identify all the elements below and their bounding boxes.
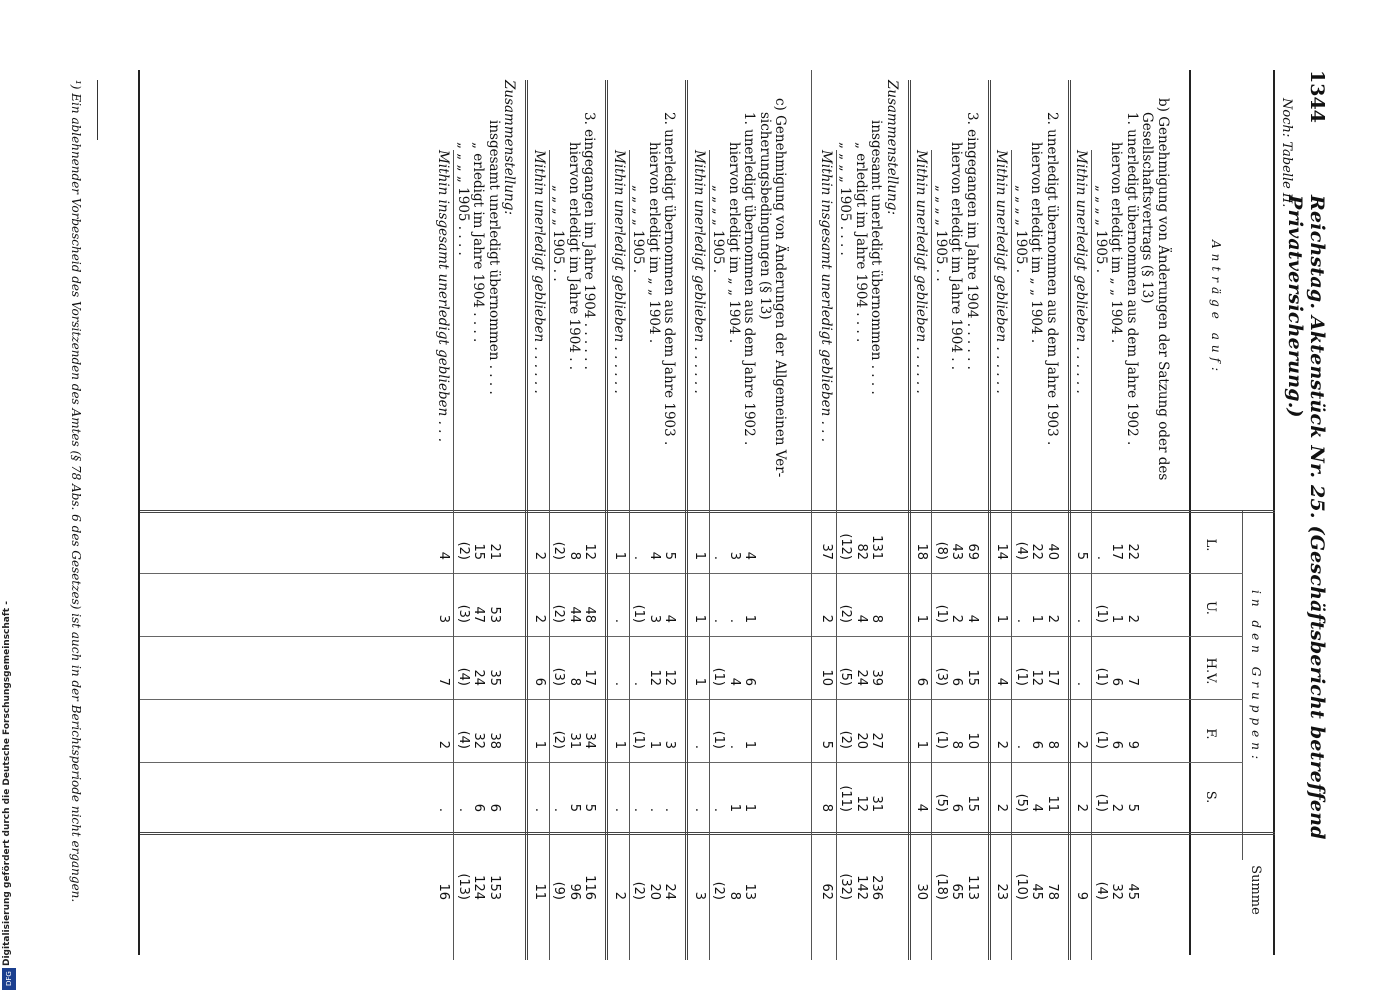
row-label: hiervon erledigt im „ „ 1904 . bbox=[1028, 142, 1045, 344]
cell-value: 44 bbox=[567, 606, 582, 623]
footnote: ¹) Ein ablehnender Vorbescheid des Vorsitzenden des Amtes (§ 78 Abs. 6 des Gesetzes) ist auch in der Berichtsperiode nicht ergangen. bbox=[69, 80, 83, 903]
cell-value: 4 bbox=[742, 551, 758, 560]
row-label: „ „ „ „ 1905 . bbox=[1013, 185, 1029, 274]
cell-value: 1 bbox=[914, 614, 930, 623]
cell-value: 21 bbox=[487, 543, 502, 560]
cell-value: 12 bbox=[582, 543, 598, 560]
col-F: F. bbox=[1203, 728, 1218, 740]
cell-value: 9 bbox=[1125, 740, 1140, 749]
cell-value: . bbox=[631, 807, 647, 812]
row-rule bbox=[709, 150, 710, 960]
cell-value: 4 bbox=[914, 803, 930, 812]
cell-value: 2 bbox=[1125, 614, 1140, 623]
cell-value: 1 bbox=[1029, 614, 1045, 623]
summary-row-label: insgesamt unerledigt übernommen . . . . bbox=[486, 120, 502, 395]
cell-value: (2) bbox=[456, 541, 471, 560]
subtotal-label: Mithin unerledigt geblieben . . . . . . bbox=[993, 150, 1010, 394]
cell-value: 22 bbox=[1029, 543, 1045, 560]
cell-value: (2) bbox=[631, 881, 647, 900]
subtotal-label: Mithin unerledigt geblieben . . . . . . bbox=[691, 150, 707, 394]
cell-value: 12 bbox=[854, 795, 869, 812]
credit-text: Digitalisierung gefördert durch die Deutsche Forschungsgemeinschaft - bbox=[2, 601, 12, 966]
cell-value: 4 bbox=[436, 551, 452, 560]
cell-value: 11 bbox=[1045, 795, 1060, 812]
cell-value: 116 bbox=[582, 875, 598, 900]
cell-value: (1) bbox=[1094, 730, 1109, 749]
bottom-rule bbox=[138, 70, 140, 955]
summary-row-label: „ erledigt im Jahre 1904 . . . . bbox=[470, 142, 487, 343]
row-label: 3. eingegangen im Jahre 1904 . . . . . . bbox=[964, 112, 980, 370]
cell-value: 113 bbox=[965, 875, 980, 900]
cell-value: . bbox=[1014, 618, 1029, 623]
cell-value: 6 bbox=[949, 803, 965, 812]
subtotal-label: Mithin unerledigt geblieben . . . . . . bbox=[611, 150, 627, 394]
cell-value: 1 bbox=[532, 740, 547, 749]
cell-value: 17 bbox=[582, 669, 598, 686]
cell-value: 2 bbox=[612, 891, 627, 900]
cell-value: 3 bbox=[436, 614, 452, 623]
summary-total-label: Mithin insgesamt unerledigt geblieben . . . bbox=[818, 150, 834, 443]
cell-value: 6 bbox=[1029, 740, 1045, 749]
cell-value: 53 bbox=[487, 606, 502, 623]
cell-value: 15 bbox=[471, 543, 487, 560]
cell-value: 47 bbox=[471, 606, 487, 623]
cell-value: . bbox=[612, 618, 627, 623]
cell-value: 1 bbox=[742, 803, 758, 812]
cell-value: 8 bbox=[869, 614, 885, 623]
cell-value: . bbox=[456, 807, 471, 812]
cell-value: 2 bbox=[1074, 740, 1090, 749]
cell-value: 5 bbox=[1125, 803, 1140, 812]
group-underline bbox=[1242, 510, 1243, 860]
cell-value: . bbox=[612, 681, 627, 686]
cell-value: 38 bbox=[487, 732, 502, 749]
cell-value: 14 bbox=[994, 543, 1010, 560]
cell-value: 32 bbox=[1109, 883, 1125, 900]
cell-value: 142 bbox=[854, 875, 869, 900]
cell-value: . bbox=[692, 807, 707, 812]
cell-value: 15 bbox=[965, 669, 980, 686]
cell-value: 15 bbox=[965, 795, 980, 812]
cell-value: 48 bbox=[582, 606, 598, 623]
cell-value: 4 bbox=[854, 614, 869, 623]
cell-value: (3) bbox=[551, 667, 567, 686]
cell-value: 9 bbox=[1074, 891, 1090, 900]
row-rule bbox=[606, 80, 609, 960]
cell-value: 6 bbox=[949, 677, 965, 686]
row-rule bbox=[836, 150, 837, 960]
cell-value: (2) bbox=[551, 541, 567, 560]
cell-value: 31 bbox=[869, 795, 885, 812]
cell-value: 131 bbox=[869, 535, 885, 560]
cell-value: 4 bbox=[647, 551, 662, 560]
cell-value: . bbox=[551, 807, 567, 812]
label-column-header: Anträge auf: bbox=[1209, 240, 1223, 377]
cell-value: 2 bbox=[532, 551, 547, 560]
row-label: hiervon erledigt im „ „ 1904 . bbox=[726, 142, 742, 344]
cell-value: 2 bbox=[949, 614, 965, 623]
cell-value: . bbox=[711, 807, 727, 812]
cell-value: 12 bbox=[1029, 669, 1045, 686]
cell-value: 78 bbox=[1045, 883, 1060, 900]
cell-value: 1 bbox=[647, 740, 662, 749]
col-divider bbox=[140, 699, 1243, 700]
cell-value: . bbox=[647, 807, 662, 812]
cell-value: 6 bbox=[1109, 740, 1125, 749]
cell-value: 6 bbox=[914, 677, 930, 686]
cell-value: 27 bbox=[869, 732, 885, 749]
row-rule bbox=[908, 80, 911, 960]
row-label: hiervon erledigt im „ „ 1904 . bbox=[646, 142, 662, 344]
cell-value: 17 bbox=[1109, 543, 1125, 560]
cell-value: 4 bbox=[727, 677, 742, 686]
cell-value: (2) bbox=[551, 730, 567, 749]
cell-value: 6 bbox=[742, 677, 758, 686]
row-rule bbox=[988, 80, 991, 960]
cell-value: . bbox=[1074, 681, 1090, 686]
cell-value: 4 bbox=[994, 677, 1010, 686]
row-label: „ „ „ „ 1905 . bbox=[630, 185, 647, 274]
cell-value: 5 bbox=[582, 803, 598, 812]
cell-value: (18) bbox=[934, 873, 949, 900]
cell-value: (13) bbox=[456, 873, 471, 900]
footnote-rule bbox=[97, 80, 98, 140]
cell-value: 124 bbox=[471, 875, 487, 900]
cell-value: 24 bbox=[854, 669, 869, 686]
cell-value: 1 bbox=[742, 614, 758, 623]
cell-value: 6 bbox=[487, 803, 502, 812]
row-label: „ „ „ „ 1905 . bbox=[1093, 185, 1109, 274]
cell-value: 1 bbox=[692, 677, 707, 686]
cell-value: 2 bbox=[994, 803, 1010, 812]
cell-value: (1) bbox=[631, 604, 647, 623]
cell-value: (5) bbox=[1014, 793, 1029, 812]
cell-value: 1 bbox=[692, 551, 707, 560]
cell-value: 10 bbox=[965, 732, 980, 749]
cell-value: (2) bbox=[711, 881, 727, 900]
cell-value: . bbox=[727, 744, 742, 749]
cell-value: 8 bbox=[819, 803, 834, 812]
col-S: S. bbox=[1203, 790, 1218, 804]
cell-value: 3 bbox=[692, 891, 707, 900]
cell-value: . bbox=[631, 555, 647, 560]
cell-value: 65 bbox=[949, 883, 965, 900]
cell-value: 34 bbox=[582, 732, 598, 749]
row-label: hiervon erledigt im „ „ 1904 . bbox=[1108, 142, 1125, 344]
cell-value: (1) bbox=[711, 667, 727, 686]
cell-value: 4 bbox=[662, 614, 678, 623]
dfg-logo: DFG bbox=[2, 968, 16, 990]
row-rule bbox=[526, 80, 529, 960]
cell-value: 1 bbox=[692, 614, 707, 623]
col-divider bbox=[140, 636, 1243, 637]
cell-value: 23 bbox=[994, 883, 1010, 900]
cell-value: 20 bbox=[647, 883, 662, 900]
cell-value: 18 bbox=[914, 543, 930, 560]
cell-value: 12 bbox=[647, 669, 662, 686]
cell-value: 5 bbox=[819, 740, 834, 749]
col-HV: H.V. bbox=[1203, 657, 1218, 685]
row-rule bbox=[686, 80, 689, 960]
row-label: 1. unerledigt übernommen aus dem Jahre 1902 . bbox=[741, 112, 758, 446]
row-label: 3. eingegangen im Jahre 1904 . . . . . . bbox=[581, 112, 598, 370]
cell-value: (12) bbox=[838, 533, 854, 560]
section-title: b) Genehmigung von Änderungen der Satzung oder des bbox=[1155, 98, 1171, 481]
subtotal-label: Mithin unerledigt geblieben . . . . . . bbox=[913, 150, 930, 394]
section-title: Gesellschaftsvertrags (§ 13) bbox=[1139, 112, 1156, 304]
cell-value: 5 bbox=[1074, 551, 1090, 560]
cell-value: 3 bbox=[662, 740, 678, 749]
row-label: „ „ „ „ 1905 . . bbox=[550, 185, 567, 282]
cell-value: 32 bbox=[471, 732, 487, 749]
cell-value: . bbox=[662, 807, 678, 812]
cell-value: 13 bbox=[742, 883, 758, 900]
row-rule bbox=[629, 150, 630, 960]
row-label: 2. unerledigt übernommen aus dem Jahre 1903 . bbox=[661, 112, 678, 446]
cell-value: 40 bbox=[1045, 543, 1060, 560]
cell-value: (3) bbox=[934, 667, 949, 686]
cell-value: 1 bbox=[727, 803, 742, 812]
cell-value: (1) bbox=[1014, 667, 1029, 686]
row-rule bbox=[549, 150, 550, 960]
cell-value: 2 bbox=[994, 740, 1010, 749]
row-rule bbox=[1012, 150, 1013, 960]
col-summe: Summe bbox=[1248, 865, 1263, 915]
running-title: Reichstag. Aktenstück Nr. 25. (Geschäftsbericht betreffend Privatversicherung.) bbox=[1284, 195, 1328, 840]
cell-value: 17 bbox=[1045, 669, 1060, 686]
page-number: 1344 bbox=[1306, 70, 1328, 123]
cell-value: 1 bbox=[612, 551, 627, 560]
subtotal-label: Mithin unerledigt geblieben . . . . . . bbox=[1073, 150, 1090, 394]
cell-value: 45 bbox=[1029, 883, 1045, 900]
group-header: in den Gruppen: bbox=[1249, 590, 1263, 764]
cell-value: . bbox=[727, 618, 742, 623]
col-U: U. bbox=[1203, 601, 1218, 615]
cell-value: 96 bbox=[567, 883, 582, 900]
cell-value: 43 bbox=[949, 543, 965, 560]
cell-value: 22 bbox=[1125, 543, 1140, 560]
cell-value: (1) bbox=[934, 730, 949, 749]
cell-value: 2 bbox=[1109, 803, 1125, 812]
cell-value: (1) bbox=[1094, 793, 1109, 812]
col-divider bbox=[140, 573, 1243, 574]
cell-value: 8 bbox=[1045, 740, 1060, 749]
summary-total-label: Mithin insgesamt unerledigt geblieben . . . bbox=[435, 150, 452, 443]
col-divider bbox=[140, 832, 1275, 835]
cell-value: 8 bbox=[567, 677, 582, 686]
cell-value: (4) bbox=[456, 730, 471, 749]
cell-value: 8 bbox=[949, 740, 965, 749]
cell-value: . bbox=[711, 555, 727, 560]
summary-row-label: insgesamt unerledigt übernommen . . . . bbox=[868, 120, 885, 395]
cell-value: (2) bbox=[551, 604, 567, 623]
cell-value: (11) bbox=[838, 785, 854, 812]
cell-value: . bbox=[532, 807, 547, 812]
cell-value: 82 bbox=[854, 543, 869, 560]
cell-value: 2 bbox=[1045, 614, 1060, 623]
section-title: c) Genehmigung von Änderungen der Allgemeinen Ver- bbox=[772, 98, 789, 478]
cell-value: 5 bbox=[662, 551, 678, 560]
cell-value: (4) bbox=[1094, 881, 1109, 900]
cell-value: (1) bbox=[934, 604, 949, 623]
cell-value: 62 bbox=[819, 883, 834, 900]
row-label: 1. unerledigt übernommen aus dem Jahre 1902 . bbox=[1124, 112, 1140, 446]
cell-value: (32) bbox=[838, 873, 854, 900]
cell-value: 24 bbox=[662, 883, 678, 900]
cell-value: 1 bbox=[914, 740, 930, 749]
cell-value: (3) bbox=[456, 604, 471, 623]
row-rule bbox=[454, 150, 455, 960]
cell-value: (1) bbox=[711, 730, 727, 749]
cell-value: . bbox=[612, 807, 627, 812]
cell-value: 69 bbox=[965, 543, 980, 560]
cell-value: 10 bbox=[819, 669, 834, 686]
cell-value: 1 bbox=[1109, 614, 1125, 623]
cell-value: 5 bbox=[567, 803, 582, 812]
cell-value: 30 bbox=[914, 883, 930, 900]
cell-value: (4) bbox=[1014, 541, 1029, 560]
cell-value: 35 bbox=[487, 669, 502, 686]
cell-value: 8 bbox=[727, 891, 742, 900]
cell-value: . bbox=[692, 744, 707, 749]
cell-value: 31 bbox=[567, 732, 582, 749]
cell-value: 6 bbox=[1109, 677, 1125, 686]
cell-value: (4) bbox=[456, 667, 471, 686]
summary-row-label: „ „ „ „ 1905 . . . . bbox=[837, 142, 854, 256]
cell-value: 236 bbox=[869, 875, 885, 900]
cell-value: (1) bbox=[1094, 604, 1109, 623]
cell-value: 2 bbox=[436, 740, 452, 749]
cell-value: (5) bbox=[838, 667, 854, 686]
cell-value: 45 bbox=[1125, 883, 1140, 900]
row-label: „ „ „ „ 1905 . . bbox=[933, 185, 949, 282]
cell-value: 2 bbox=[819, 614, 834, 623]
cell-value: 8 bbox=[567, 551, 582, 560]
summary-title: Zusammenstellung: bbox=[884, 80, 900, 215]
cell-value: . bbox=[1014, 744, 1029, 749]
subtotal-label: Mithin unerledigt geblieben . . . . . . bbox=[531, 150, 547, 394]
cell-value: 4 bbox=[1029, 803, 1045, 812]
cell-value: 1 bbox=[742, 740, 758, 749]
cell-value: (2) bbox=[838, 604, 854, 623]
col-divider bbox=[140, 510, 1275, 513]
row-label: hiervon erledigt im Jahre 1904 . . bbox=[948, 142, 965, 371]
cell-value: (9) bbox=[551, 881, 567, 900]
cell-value: (2) bbox=[838, 730, 854, 749]
cell-value: 2 bbox=[1074, 803, 1090, 812]
cell-value: 1 bbox=[612, 740, 627, 749]
cell-value: (1) bbox=[1094, 667, 1109, 686]
cell-value: 6 bbox=[532, 677, 547, 686]
summary-title: Zusammenstellung: bbox=[501, 80, 518, 215]
cell-value: . bbox=[1074, 618, 1090, 623]
cell-value: 153 bbox=[487, 875, 502, 900]
cell-value: 3 bbox=[727, 551, 742, 560]
table-reference: Noch: Tabelle II. bbox=[1279, 98, 1294, 208]
cell-value: . bbox=[436, 807, 452, 812]
cell-value: 11 bbox=[532, 883, 547, 900]
summary-row-label: „ erledigt im Jahre 1904 . . . . bbox=[853, 142, 869, 343]
col-divider bbox=[140, 762, 1243, 763]
cell-value: 24 bbox=[471, 669, 487, 686]
cell-value: 7 bbox=[436, 677, 452, 686]
cell-value: . bbox=[1094, 555, 1109, 560]
row-rule bbox=[812, 70, 813, 960]
cell-value: . bbox=[631, 681, 647, 686]
row-label: hiervon erledigt im Jahre 1904 . . bbox=[566, 142, 582, 371]
running-header bbox=[1279, 0, 1328, 1000]
cell-value: 39 bbox=[869, 669, 885, 686]
row-rule bbox=[1068, 80, 1071, 960]
cell-value: 20 bbox=[854, 732, 869, 749]
cell-value: 6 bbox=[471, 803, 487, 812]
cell-value: 12 bbox=[662, 669, 678, 686]
cell-value: 1 bbox=[994, 614, 1010, 623]
cell-value: (10) bbox=[1014, 873, 1029, 900]
row-rule bbox=[932, 150, 933, 960]
cell-value: 7 bbox=[1125, 677, 1140, 686]
cell-value: 2 bbox=[532, 614, 547, 623]
row-label: 2. unerledigt übernommen aus dem Jahre 1903 . bbox=[1044, 112, 1060, 446]
cell-value: 16 bbox=[436, 883, 452, 900]
cell-value: (8) bbox=[934, 541, 949, 560]
digitization-credit bbox=[2, 596, 16, 996]
row-label: „ „ „ „ 1905 . bbox=[710, 185, 727, 274]
cell-value: 3 bbox=[647, 614, 662, 623]
cell-value: (1) bbox=[631, 730, 647, 749]
col-L: L. bbox=[1203, 538, 1218, 552]
cell-value: (5) bbox=[934, 793, 949, 812]
section-title: sicherungsbedingungen (§ 13) bbox=[757, 112, 773, 320]
cell-value: 37 bbox=[819, 543, 834, 560]
cell-value: 4 bbox=[965, 614, 980, 623]
summary-row-label: „ „ „ „ 1905 . . . . bbox=[455, 142, 471, 256]
cell-value: . bbox=[711, 618, 727, 623]
row-rule bbox=[1092, 150, 1093, 960]
